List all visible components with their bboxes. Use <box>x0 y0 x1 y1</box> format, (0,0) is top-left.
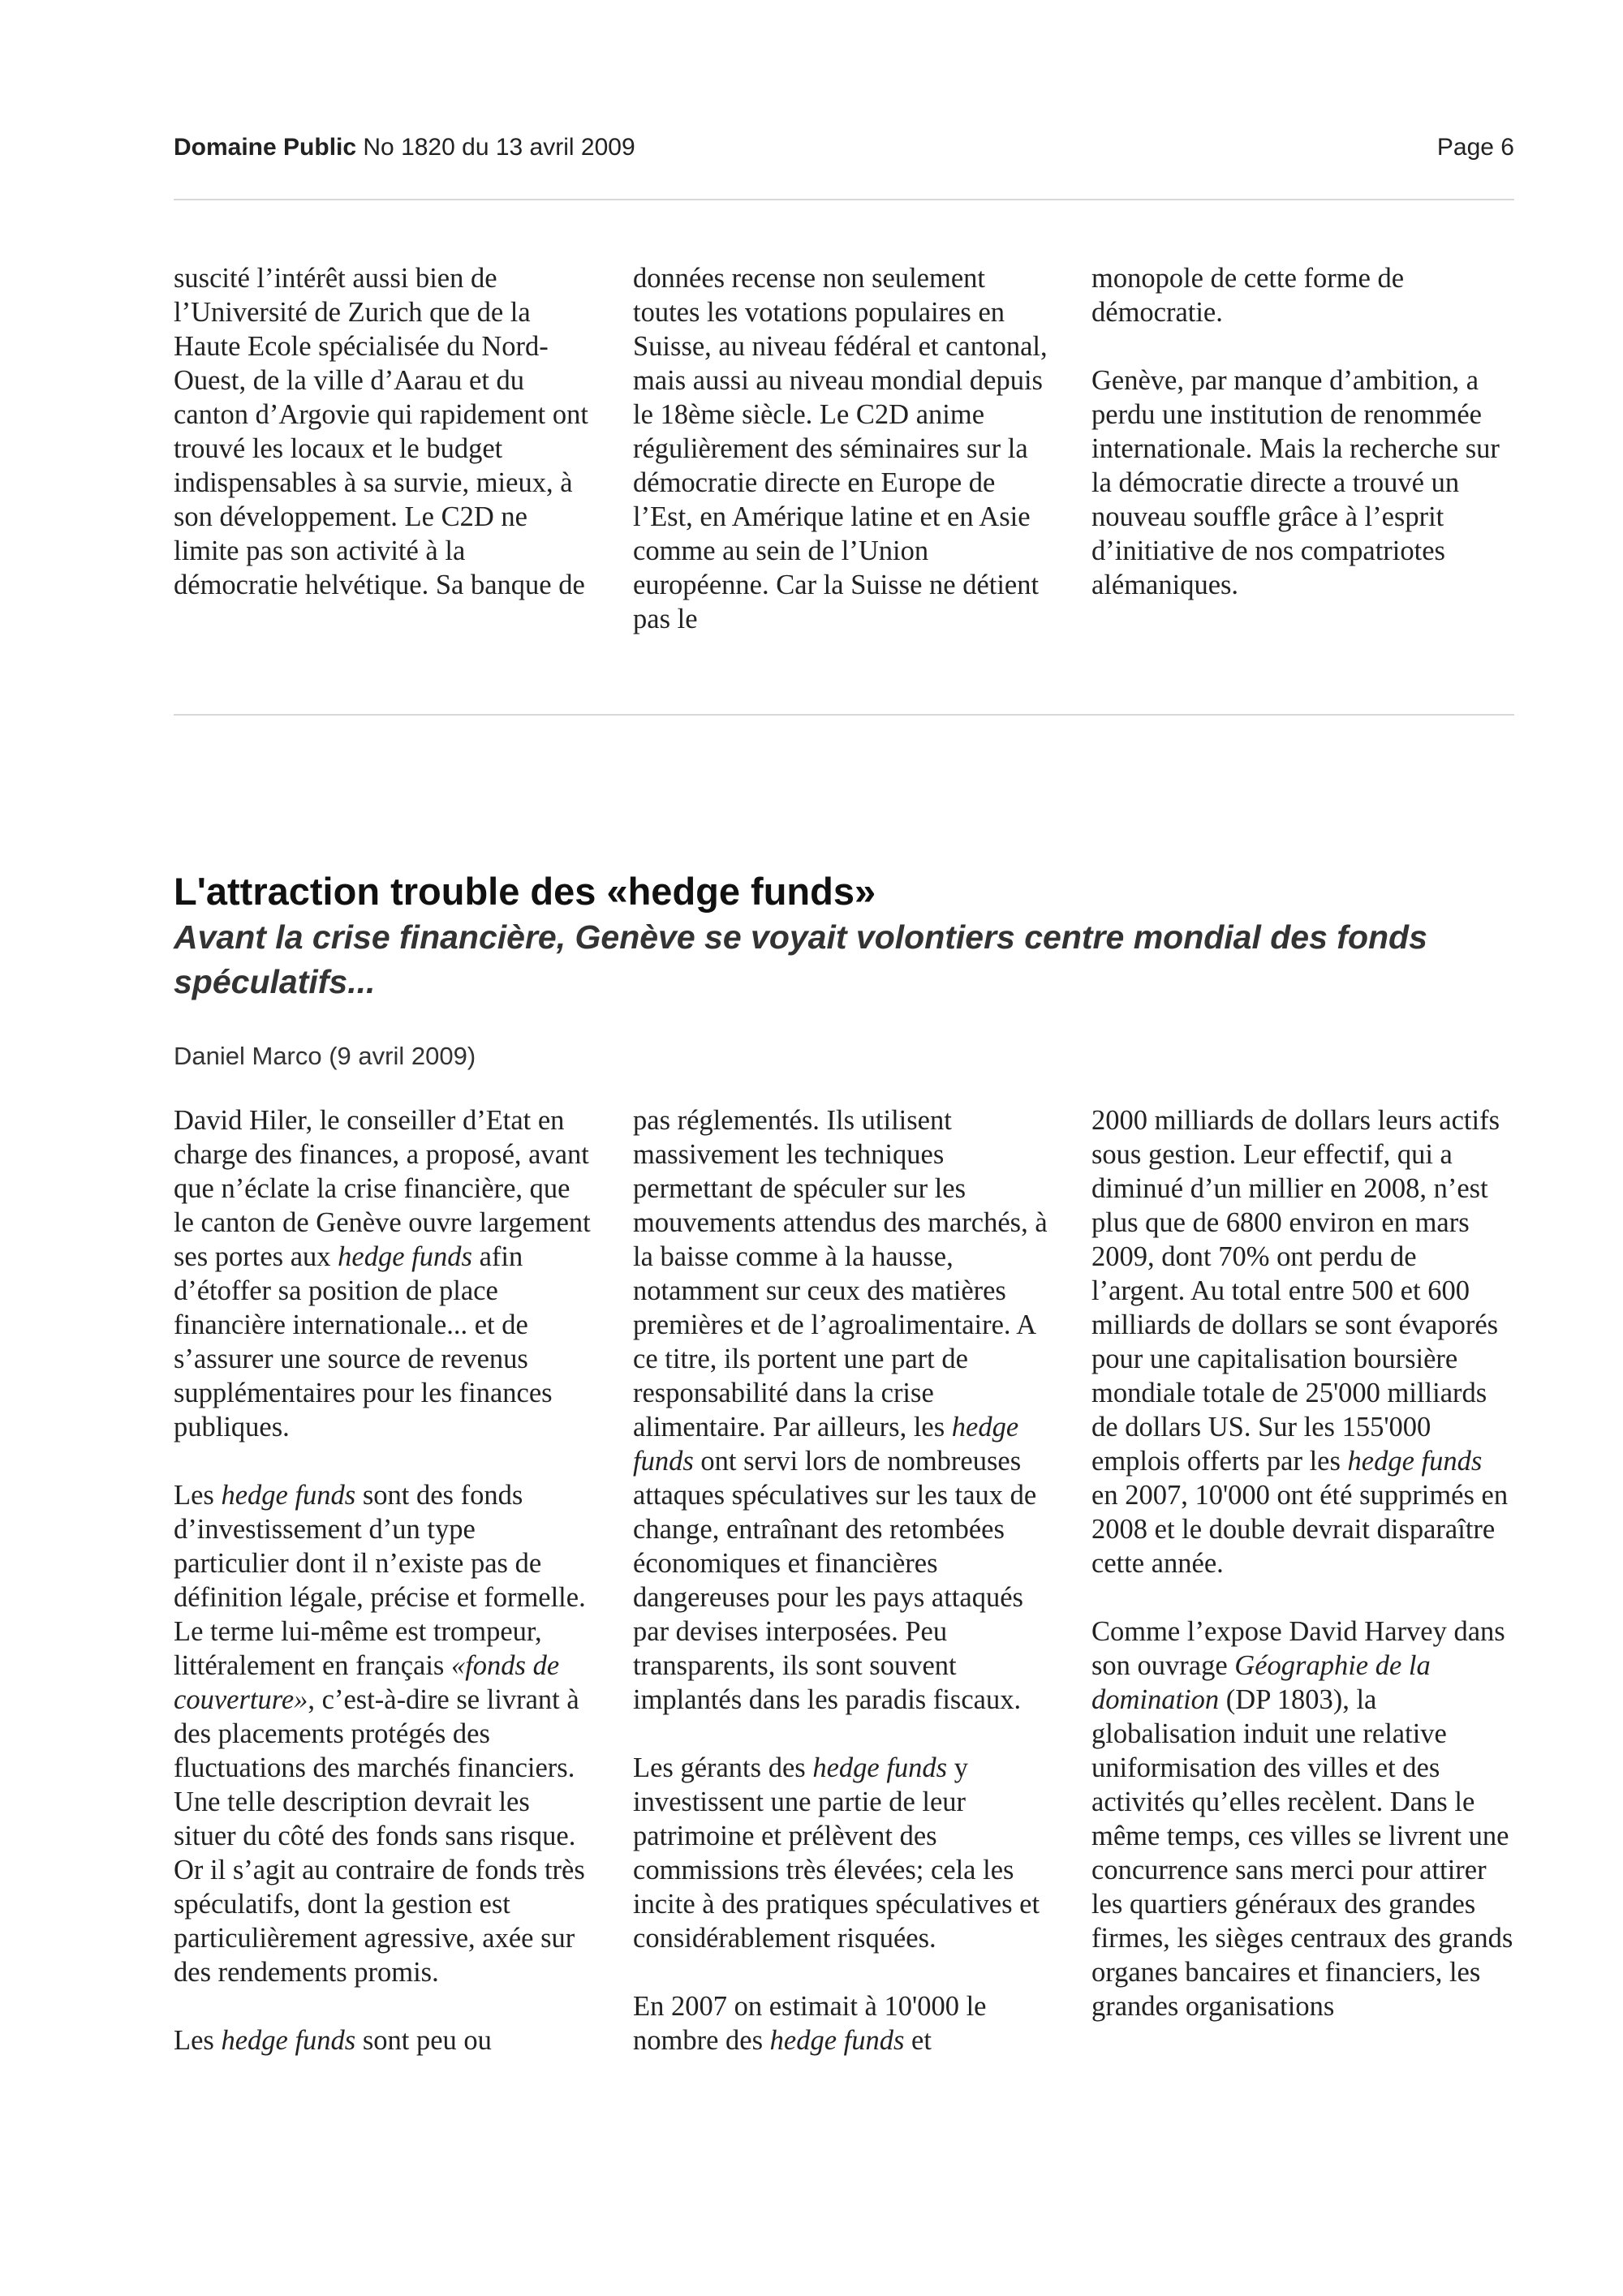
article-byline: Daniel Marco (9 avril 2009) <box>174 1042 476 1070</box>
paragraph: pas réglementés. Ils utilisent massivement les techniques permettant de spéculer sur les mouvements attendus des marchés, à la baisse comme à la hausse, notamment sur ceux des matières premières et de l’agroalimentaire. A ce titre, ils portent une part de responsabilité dans la crise alimentaire. Par ailleurs, les hedge funds ont servi lors de nombreuses attaques spéculatives sur les taux de change, entraînant des retombées économiques et financières dangereuses pour les pays attaqués par devises interposées. Peu transparents, ils sont souvent implantés dans les paradis fiscaux. <box>633 1105 1048 1715</box>
paragraph: suscité l’intérêt aussi bien de l’Université de Zurich que de la Haute Ecole spécialisée du Nord-Ouest, de la ville d’Aarau et du canton d’Argovie qui rapidement ont trouvé les locaux et le budget indispensables à sa survie, mieux, à son développement. Le C2D ne limite pas son activité à la démocratie helvétique. Sa banque de <box>174 263 588 600</box>
continuation-column-2 <box>633 261 1055 636</box>
header-divider <box>174 199 1514 200</box>
article-column-2 <box>633 1103 1055 2057</box>
paragraph: données recense non seulement toutes les votations populaires en Suisse, au niveau fédéral et cantonal, mais aussi au niveau mondial depuis le 18ème siècle. Le C2D anime régulièrement des séminaires sur la démocratie directe en Europe de l’Est, en Amérique latine et en Asie comme au sein de l’Union européenne. Car la Suisse ne détient pas le <box>633 263 1048 634</box>
paragraph: Genève, par manque d’ambition, a perdu une institution de renommée internationale. Mais la recherche sur la démocratie directe a trouvé un nouveau souffle grâce à l’esprit d’initiative de nos compatriotes alémaniques. <box>1091 365 1500 600</box>
article-subtitle: Avant la crise financière, Genève se voyait volontiers centre mondial des fonds spéculatifs... <box>174 918 1427 1000</box>
paragraph: En 2007 on estimait à 10'000 le nombre des hedge funds et <box>633 1991 987 2056</box>
page-header <box>174 134 1514 173</box>
paragraph: 2000 milliards de dollars leurs actifs sous gestion. Leur effectif, qui a diminué d’un millier en 2008, n’est plus que de 6800 environ en mars 2009, dont 70% ont perdu de l’argent. Au total entre 500 et 600 milliards de dollars se sont évaporés pour une capitalisation boursière mondiale totale de 25'000 milliards de dollars US. Sur les 155'000 emplois offerts par les hedge funds en 2007, 10'000 ont été supprimés en 2008 et le double devrait disparaître cette année. <box>1091 1105 1509 1579</box>
article-column-3 <box>1091 1103 1513 2023</box>
issue-info: No 1820 du 13 avril 2009 <box>356 134 635 161</box>
article-title: L'attraction trouble des «hedge funds» <box>174 870 876 913</box>
publication-name: Domaine Public <box>174 134 357 161</box>
paragraph: Les hedge funds sont des fonds d’investissement d’un type particulier dont il n’existe pas de définition légale, précise et formelle. Le terme lui-même est trompeur, littéralement en français «fonds de couverture», c’est-à-dire se livrant à des placements protégés des fluctuations des marchés financiers. Une telle description devrait les situer du côté des fonds sans risque. Or il s’agit au contraire de fonds très spéculatifs, dont la gestion est particulièrement agressive, axée sur des rendements promis. <box>174 1480 586 1988</box>
page-number: Page 6 <box>1436 134 1514 161</box>
paragraph: David Hiler, le conseiller d’Etat en charge des finances, a proposé, avant que n’éclate la crise financière, que le canton de Genève ouvre largement ses portes aux hedge funds afin d’étoffer sa position de place financière internationale... et de s’assurer une source de revenus supplémentaires pour les finances publiques. <box>174 1105 591 1443</box>
continuation-column-1 <box>174 261 596 602</box>
section-divider <box>174 714 1514 716</box>
paragraph: Les hedge funds sont peu ou <box>174 2025 492 2056</box>
continuation-column-3 <box>1091 261 1513 602</box>
paragraph: Les gérants des hedge funds y investissent une partie de leur patrimoine et prélèvent des commissions très élevées; cela les incite à des pratiques spéculatives et considérablement risquées. <box>633 1752 1040 1954</box>
paragraph: monopole de cette forme de démocratie. <box>1091 263 1405 328</box>
paragraph: Comme l’expose David Harvey dans son ouvrage Géographie de la domination (DP 1803), la globalisation induit une relative uniformisation des villes et des activités qu’elles recèlent. Dans le même temps, ces villes se livrent une concurrence sans merci pour attirer les quartiers généraux des grandes firmes, les sièges centraux des grands organes bancaires et financiers, les grandes organisations <box>1091 1616 1513 2022</box>
article-column-1 <box>174 1103 596 2057</box>
